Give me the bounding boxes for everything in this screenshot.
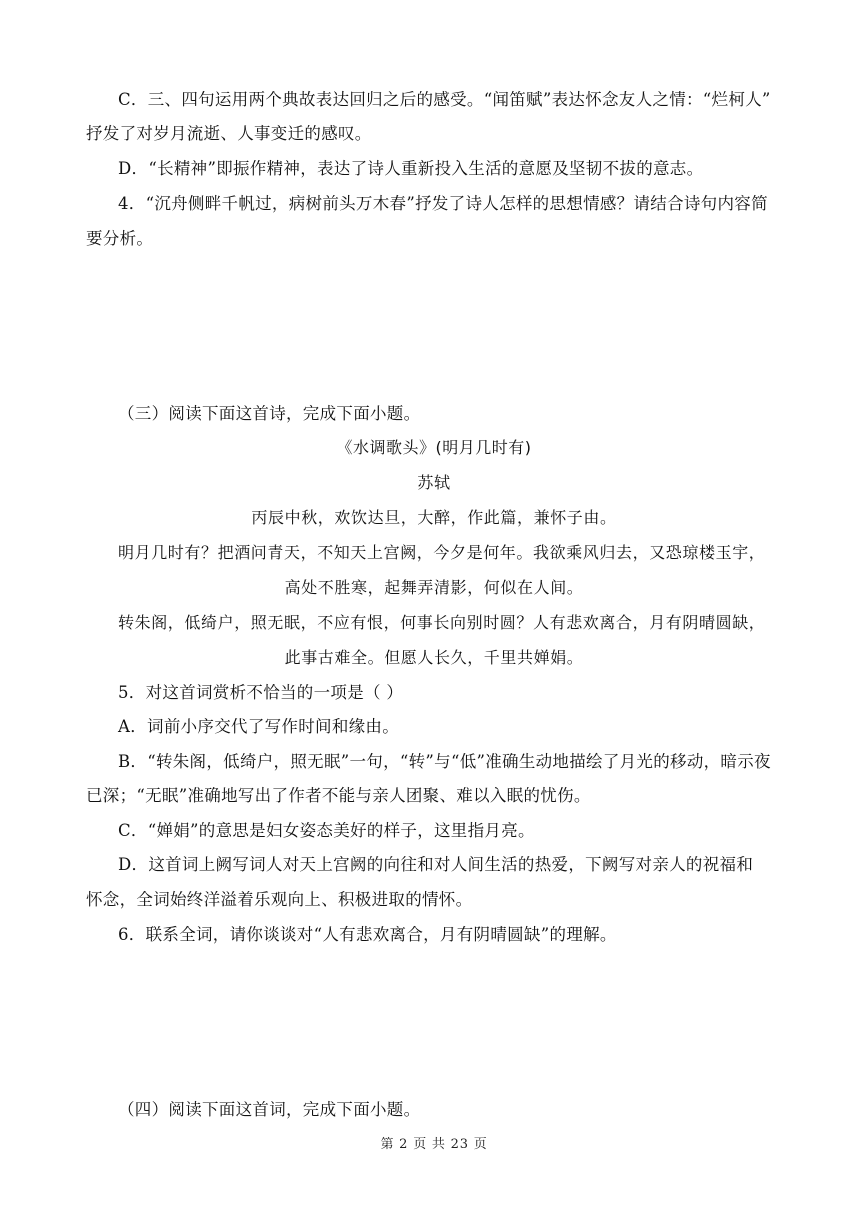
q5-option-d-line-2: 怀念，全词始终洋溢着乐观向上、积极进取的情怀。	[86, 890, 473, 909]
q5-option-c: C．“婵娟”的意思是妇女姿态美好的样子，这里指月亮。	[118, 821, 535, 840]
poem-stanza-1-line-2: 高处不胜寒，起舞弄清影，何似在人间。	[284, 578, 584, 597]
question-4-line-1: 4．“沉舟侧畔千帆过，病树前头万木春”抒发了诗人怎样的思想情感？请结合诗句内容简	[118, 194, 768, 213]
question-6: 6．联系全词，请你谈谈对“人有悲欢离合，月有阴晴圆缺”的理解。	[118, 925, 617, 944]
q5-option-d-line-1: D．这首词上阙写词人对天上宫阙的向往和对人间生活的热爱，下阙写对亲人的祝福和	[118, 855, 754, 874]
page-footer: 第 2 页 共 23 页	[380, 1137, 488, 1152]
poem-stanza-2-line-2: 此事古难全。但愿人长久，千里共婵娟。	[284, 648, 584, 667]
poem-author: 苏轼	[417, 473, 451, 492]
poem-preface: 丙辰中秋，欢饮达旦，大醉，作此篇，兼怀子由。	[251, 508, 617, 527]
option-c-line-2: 抒发了对岁月流逝、人事变迁的感叹。	[86, 124, 372, 143]
section-3-heading: （三）阅读下面这首诗，完成下面小题。	[118, 404, 421, 423]
q5-option-a: A．词前小序交代了写作时间和缘由。	[118, 717, 400, 736]
q5-option-b-line-1: B．“转朱阁，低绮户，照无眠”一句，“转”与“低”准确生动地描绘了月光的移动，暗示夜	[118, 752, 771, 771]
poem-title: 《水调歌头》(明月几时有)	[336, 438, 532, 457]
section-4-heading: （四）阅读下面这首词，完成下面小题。	[118, 1100, 421, 1119]
option-c-line-1: C．三、四句运用两个典故表达回归之后的感受。“闻笛赋”表达怀念友人之情：“烂柯人”	[118, 90, 771, 109]
option-d: D．“长精神”即振作精神，表达了诗人重新投入生活的意愿及坚韧不拔的意志。	[118, 159, 704, 178]
question-4-line-2: 要分析。	[86, 229, 154, 248]
question-5: 5．对这首词赏析不恰当的一项是（ ）	[118, 683, 404, 702]
poem-stanza-1-line-1: 明月几时有？把酒问青天，不知天上宫阙，今夕是何年。我欲乘风归去，又恐琼楼玉宇，	[118, 543, 766, 562]
q5-option-b-line-2: 已深；“无眠”准确地写出了作者不能与亲人团聚、难以入眠的忧伤。	[86, 786, 591, 805]
poem-stanza-2-line-1: 转朱阁，低绮户，照无眠，不应有恨，何事长向别时圆？人有悲欢离合，月有阴晴圆缺，	[118, 613, 766, 632]
